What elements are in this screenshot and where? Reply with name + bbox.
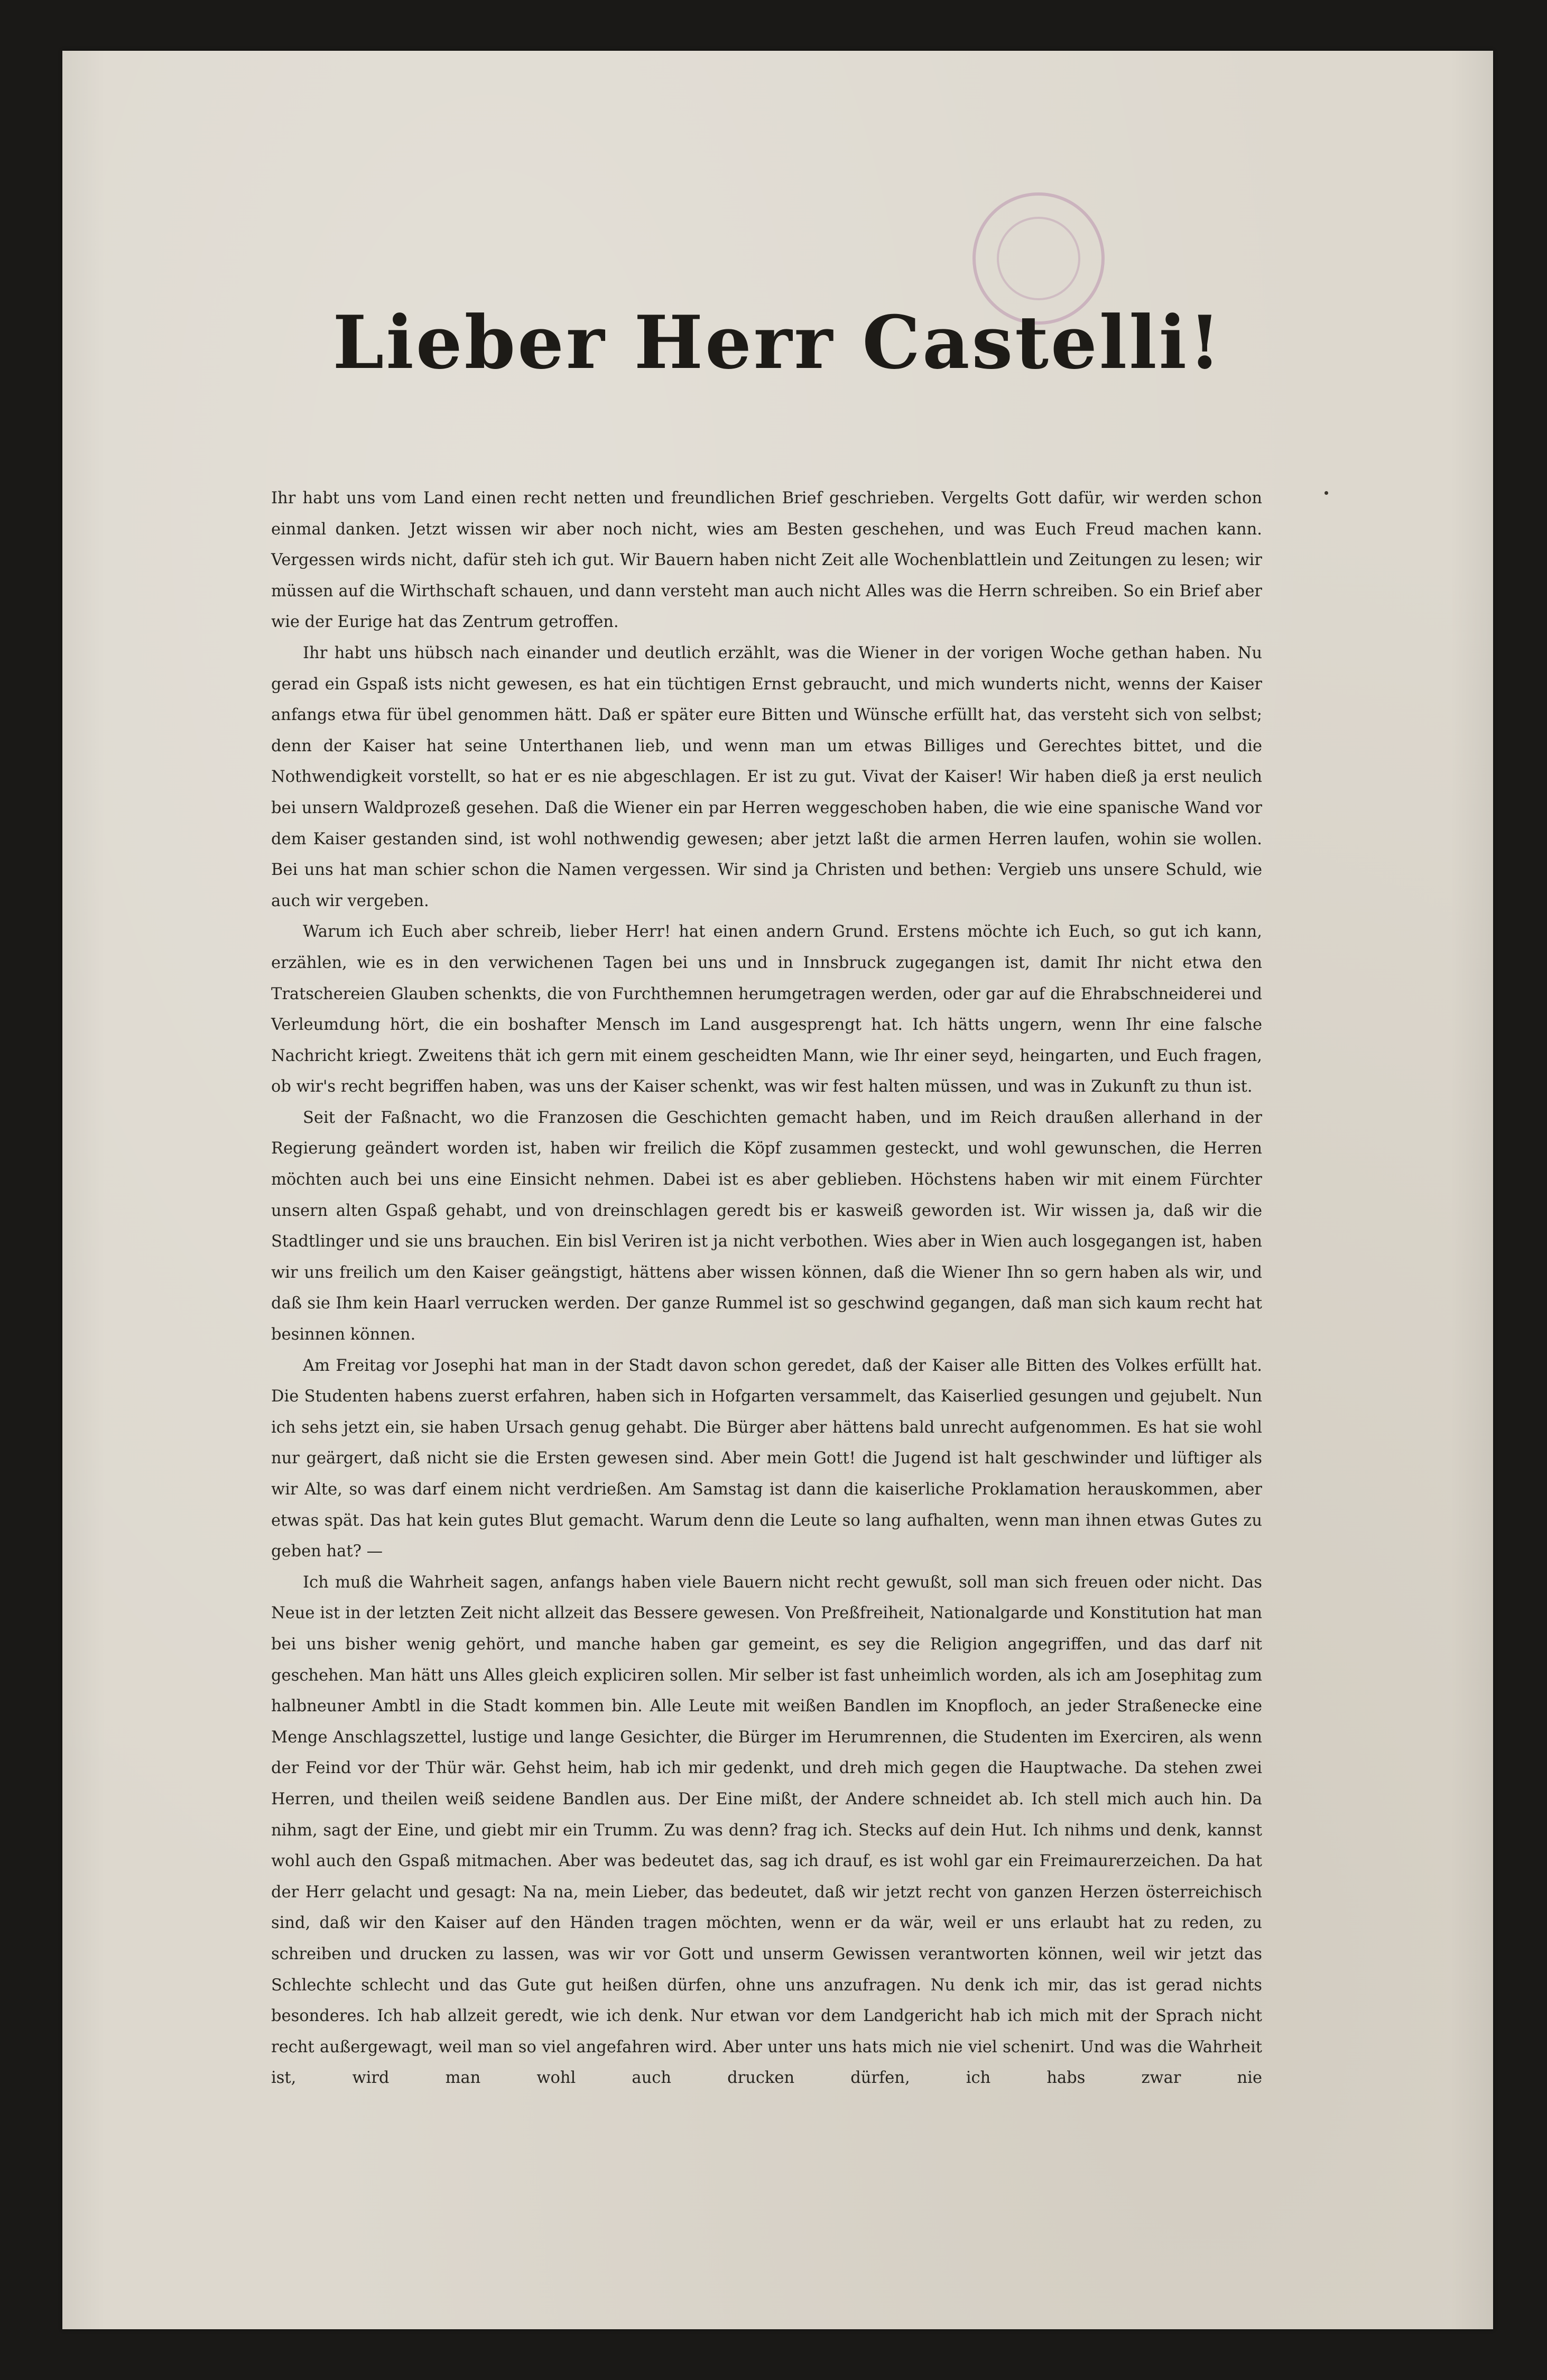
letter-title: Lieber Herr Castelli! (332, 299, 1223, 385)
paragraph-4: Seit der Faßnacht, wo die Franzosen die Geschichten gemacht haben, und im Reich draußen allerhand in der Regierung geändert worden ist, haben wir freilich die Köpf zusammen gesteckt, und wohl gewunschen, die Herren möchten auch bei uns eine Einsicht nehmen. Dabei ist es aber geblieben. Höchstens haben wir mit einem Fürchter unsern alten Gspaß gehabt, und von dreinschlagen geredt bis er kasweiß geworden ist. Wir wissen ja, daß wir die Stadtlinger und sie uns brauchen. Ein bisl Veriren ist ja nicht verbothen. Wies aber in Wien auch losgegangen ist, haben wir uns freilich um den Kaiser geängstigt, hättens aber wissen können, daß die Wiener Ihn so gern haben als wir, und daß sie Ihm kein Haarl verrucken werden. Der ganze Rummel ist so geschwind gegangen, daß man sich kaum recht hat besinnen können. (271, 1108, 1262, 1344)
paragraph-5: Am Freitag vor Josephi hat man in der Stadt davon schon geredet, daß der Kaiser alle Bitten des Volkes erfüllt hat. Die Studenten habens zuerst erfahren, haben sich in Hofgarten versammelt, das Kaiserlied gesungen und gejubelt. Nun ich sehs jetzt ein, sie haben Ursach genug gehabt. Die Bürger aber hättens bald unrecht aufgenommen. Es hat sie wohl nur geärgert, daß nicht sie die Ersten gewesen sind. Aber mein Gott! die Jugend ist halt geschwinder und lüftiger als wir Alte, so was darf einem nicht verdrießen. Am Samstag ist dann die kaiserliche Proklamation herauskommen, aber etwas spät. Das hat kein gutes Blut gemacht. Warum denn die Leute so lang aufhalten, wenn man ihnen etwas Gutes zu geben hat? — (271, 1356, 1262, 1561)
document-sheet (62, 51, 1493, 2329)
paragraph-2: Ihr habt uns hübsch nach einander und deutlich erzählt, was die Wiener in der vorigen Woche gethan haben. Nu gerad ein Gspaß ists nicht gewesen, es hat ein tüchtigen Ernst gebraucht, und mich wunderts nicht, wenns der Kaiser anfangs etwa für übel genommen hätt. Daß er später eure Bitten und Wünsche erfüllt hat, das versteht sich von selbst; denn der Kaiser hat seine Unterthanen lieb, und wenn man um etwas Billiges und Gerechtes bittet, und die Nothwendigkeit vorstellt, so hat er es nie abgeschlagen. Er ist zu gut. Vivat der Kaiser! Wir haben dieß ja erst neulich bei unsern Waldprozeß gesehen. Daß die Wiener ein par Herren weggeschoben haben, die wie eine spanische Wand vor dem Kaiser gestanden sind, ist wohl nothwendig gewesen; aber jetzt laßt die armen Herren laufen, wohin sie wollen. Bei uns hat man schier schon die Namen vergessen. Wir sind ja Christen und bethen: Vergieb uns unsere Schuld, wie auch wir vergeben. (271, 643, 1262, 910)
paragraph-6: Ich muß die Wahrheit sagen, anfangs haben viele Bauern nicht recht gewußt, soll man sich freuen oder nicht. Das Neue ist in der letzten Zeit nicht allzeit das Bessere gewesen. Von Preßfreiheit, Nationalgarde und Konstitution hat man bei uns bisher wenig gehört, und manche haben gar gemeint, es sey die Religion angegriffen, und das darf nit geschehen. Man hätt uns Alles gleich expliciren sollen. Mir selber ist fast unheimlich worden, als ich am Josephitag zum halbneuner Ambtl in die Stadt kommen bin. Alle Leute mit weißen Bandlen im Knopfloch, an jeder Straßenecke eine Menge Anschlagszettel, lustige und lange Gesichter, die Bürger im Herumrennen, die Studenten im Exerciren, als wenn der Feind vor der Thür wär. Gehst heim, hab ich mir gedenkt, und dreh mich gegen die Hauptwache. Da stehen zwei Herren, und theilen weiß seidene Bandlen aus. Der Eine mißt, der Andere schneidet ab. Ich stell mich auch hin. Da nihm, sagt der Eine, und giebt mir ein Trumm. Zu was denn? frag ich. Stecks auf dein Hut. Ich nihms und denk, kannst wohl auch den Gspaß mitmachen. Aber was bedeutet das, sag ich drauf, es ist wohl gar ein Freimaurerzeichen. Da hat der Herr gelacht und gesagt: Na na, mein Lieber, das bedeutet, daß wir jetzt recht von ganzen Herzen österreichisch sind, daß wir den Kaiser auf den Händen tragen möchten, wenn er da wär, weil er uns erlaubt hat zu reden, zu schreiben und drucken zu lassen, was wir vor Gott und unserm Gewissen verantworten können, weil wir jetzt das Schlechte schlecht und das Gute gut heißen dürfen, ohne uns anzufragen. Nu denk ich mir, das ist gerad nichts besonderes. Ich hab allzeit geredt, wie ich denk. Nur etwan vor dem Landgericht hab ich mich mit der Sprach nicht recht außergewagt, weil man so viel angefahren wird. Aber unter uns hats mich nie viel schenirt. Und was die Wahrheit ist, wird man wohl auch drucken dürfen, ich habs zwar nie (271, 1573, 1262, 2088)
margin-mark (1324, 491, 1328, 495)
letter-body (271, 483, 1262, 2094)
archive-stamp-inner (997, 217, 1080, 300)
paragraph-1: Ihr habt uns vom Land einen recht netten und freundlichen Brief geschrieben. Vergelts Gott dafür, wir werden schon einmal danken. Jetzt wissen wir aber noch nicht, wies am Besten geschehen, und was Euch Freud machen kann. Vergessen wirds nicht, dafür steh ich gut. Wir Bauern haben nicht Zeit alle Wochenblattlein und Zeitungen zu lesen; wir müssen auf die Wirthschaft schauen, und dann versteht man auch nicht Alles was die Herrn schreiben. So ein Brief aber wie der Eurige hat das Zentrum getroffen. (271, 489, 1262, 632)
paragraph-3: Warum ich Euch aber schreib, lieber Herr! hat einen andern Grund. Erstens möchte ich Euch, so gut ich kann, erzählen, wie es in den verwichenen Tagen bei uns und in Innsbruck zugegangen ist, damit Ihr nicht etwa den Tratschereien Glauben schenkts, die von Furchthemnen herumgetragen werden, oder gar auf die Ehrabschneiderei und Verleumdung hört, die ein boshafter Mensch im Land ausgesprengt hat. Ich hätts ungern, wenn Ihr eine falsche Nachricht kriegt. Zweitens thät ich gern mit einem gescheidten Mann, wie Ihr einer seyd, heingarten, und Euch fragen, ob wir's recht begriffen haben, was uns der Kaiser schenkt, was wir fest halten müssen, und was in Zukunft zu thun ist. (271, 923, 1262, 1096)
